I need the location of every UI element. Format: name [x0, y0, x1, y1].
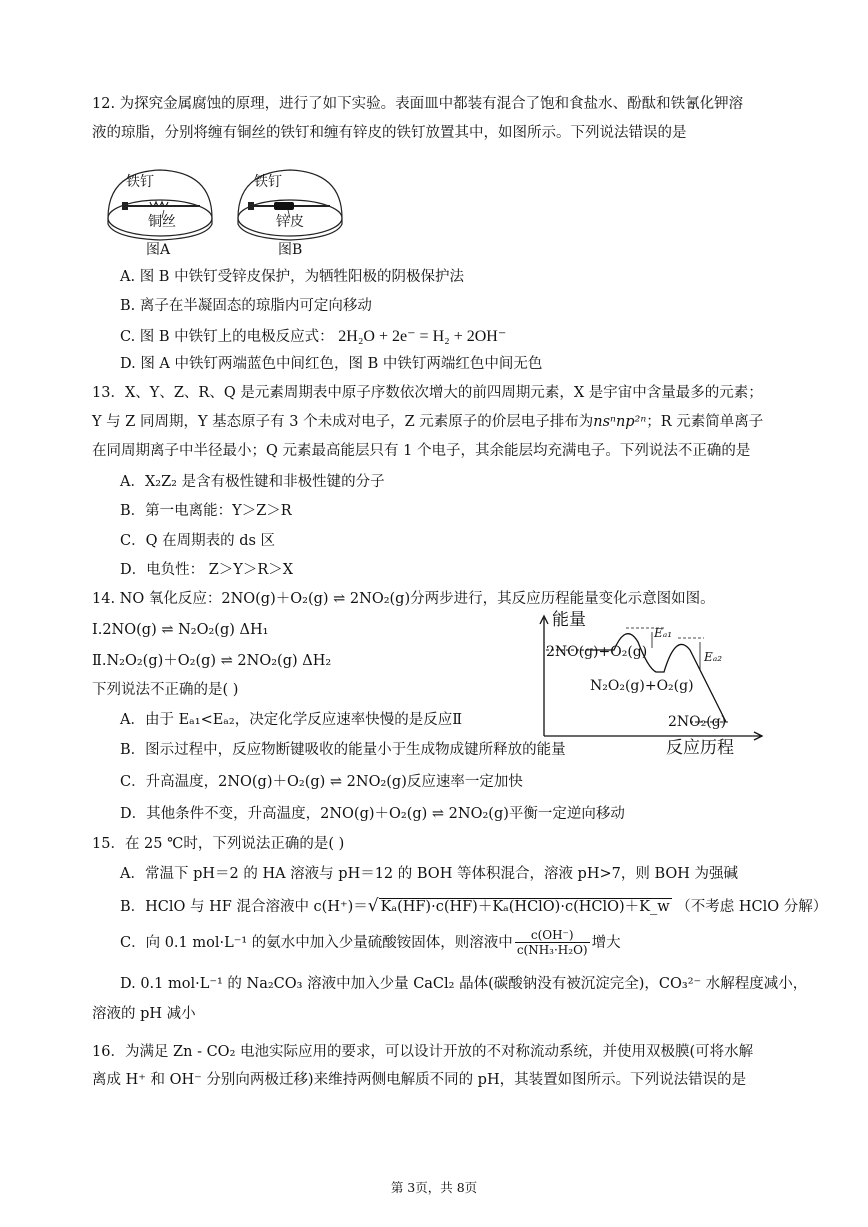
q14-step-1: Ⅰ.2NO(g) ⇌ N₂O₂(g) ΔH₁ [92, 622, 269, 638]
energy-level-intermediate: N₂O₂(g)+O₂(g) [590, 678, 694, 694]
figure-a-caption: 图A [146, 242, 171, 258]
figure-a [104, 158, 224, 268]
figure-b-zinc-label: 锌皮 [276, 214, 304, 230]
figure-b-nail-label: 铁钉 [254, 174, 282, 190]
page-number: 第 3页，共 8页 [390, 1180, 478, 1195]
q13-option-b: B．第一电离能：Y＞Z＞R [120, 503, 292, 519]
q12-option-d: D. 图 A 中铁钉两端蓝色中间红色，图 B 中铁钉两端红色中间无色 [120, 356, 543, 372]
energy-diagram-xlabel: 反应历程 [666, 738, 734, 758]
q15-stem: 15．在 25 ℃时，下列说法正确的是( ) [92, 836, 345, 852]
q16-stem-line1: 16．为满足 Zn - CO₂ 电池实际应用的要求，可以设计开放的不对称流动系统，并使用双极膜(可将水解 [92, 1044, 754, 1060]
q14-question: 下列说法不正确的是( ) [92, 682, 239, 698]
q12-option-a: A. 图 B 中铁钉受锌皮保护，为牺牲阳极的阴极保护法 [120, 269, 465, 285]
q15-option-a: A．常温下 pH＝2 的 HA 溶液与 pH＝12 的 BOH 等体积混合，溶液 pH>7，则 BOH 为强碱 [120, 866, 739, 882]
q13-option-c: C．Q 在周期表的 ds 区 [120, 533, 276, 549]
q13-option-d: D．电负性： Z＞Y＞R＞X [120, 562, 294, 578]
q15-option-c-numerator: c(OH⁻) [515, 928, 590, 943]
q16-stem-line2: 离成 H⁺ 和 OH⁻ 分别向两极迁移)来维持两侧电解质不同的 pH，其装置如图所示。下列说法错误的是 [92, 1072, 747, 1088]
q15-option-b-radical: Kₐ(HF)·c(HF)＋Kₐ(HClO)·c(HClO)＋K_w [380, 899, 670, 915]
q13-stem-line2-end: ；R 元素简单离子 [646, 414, 764, 430]
figure-a-nail-label: 铁钉 [126, 174, 154, 190]
q14-option-d: D．其他条件不变，升高温度，2NO(g)＋O₂(g) ⇌ 2NO₂(g)平衡一定逆向移动 [120, 806, 625, 822]
q13-stem-line2 [92, 414, 763, 431]
q13-electron-config: nsⁿnp²ⁿ [593, 414, 647, 430]
q13-stem-line3: 在同周期离子中半径最小；Q 元素最高能层只有 1 个电子，其余能层均充满电子。下列说法不正确的是 [92, 443, 751, 459]
q14-option-a: A．由于 Eₐ₁<Eₐ₂，决定化学反应速率快慢的是反应Ⅱ [120, 712, 463, 728]
q14-option-c: C．升高温度，2NO(g)＋O₂(g) ⇌ 2NO₂(g)反应速率一定加快 [120, 774, 523, 790]
energy-diagram-ylabel: 能量 [552, 610, 586, 630]
q15-option-d-line2: 溶液的 pH 减小 [92, 1006, 196, 1022]
q13-stem-line2-text: Y 与 Z 同周期，Y 基态原子有 3 个未成对电子，Z 元素原子的价层电子排布为 [92, 414, 594, 430]
q12-option-c-text: C. 图 B 中铁钉上的电极反应式： [120, 329, 334, 345]
figure-b [234, 158, 354, 268]
figure-a-wire-label: 铜丝 [148, 214, 176, 230]
q14-step-2: Ⅱ.N₂O₂(g)＋O₂(g) ⇌ 2NO₂(g) ΔH₂ [92, 653, 332, 669]
q14-stem-line1: 14. NO 氧化反应：2NO(g)＋O₂(g) ⇌ 2NO₂(g)分两步进行，其反应历程能量变化示意图如图。 [92, 591, 715, 607]
q15-option-c-fraction [515, 928, 590, 958]
q15-option-b-text: B．HClO 与 HF 混合溶液中 c(H⁺)＝ [120, 899, 368, 915]
q12-stem-line1: 12. 为探究金属腐蚀的原理，进行了如下实验。表面皿中都装有混合了饱和食盐水、酚酞和铁氰化钾溶 [92, 96, 744, 112]
q12-option-c-equation: 2H₂O + 2e⁻ = H₂ + 2OH⁻ [338, 328, 507, 345]
energy-level-reactants: 2NO(g)+O₂(g) [546, 644, 648, 660]
q12-stem-line2: 液的琼脂，分别将缠有铜丝的铁钉和缠有锌皮的铁钉放置其中，如图所示。下列说法错误的是 [92, 125, 687, 141]
figure-b-caption: 图B [278, 242, 303, 258]
activation-energy-1-label: Eₐ₁ [654, 626, 673, 640]
q13-option-a: A．X₂Z₂ 是含有极性键和非极性键的分子 [120, 474, 385, 490]
q15-option-c [120, 928, 621, 958]
q13-stem-line1: 13．X、Y、Z、R、Q 是元素周期表中原子序数依次增大的前四周期元素，X 是宇宙中含量最多的元素； [92, 385, 763, 401]
energy-diagram [534, 612, 784, 764]
activation-energy-2-label: Eₐ₂ [704, 650, 723, 664]
q15-option-c-text: C．向 0.1 mol·L⁻¹ 的氨水中加入少量硫酸铵固体，则溶液中 [120, 934, 513, 951]
q15-option-d-line1: D. 0.1 mol·L⁻¹ 的 Na₂CO₃ 溶液中加入少量 CaCl₂ 晶体(碳酸钠没有被沉淀完全)，CO₃²⁻ 水解程度减小， [120, 976, 808, 992]
q12-option-c [120, 327, 506, 346]
q15-option-c-end: 增大 [591, 934, 621, 951]
q15-option-b: B．HClO 与 HF 混合溶液中 c(H⁺)＝√ Kₐ(HF)·c(HF)＋Kₐ(HClO)·c(HClO)＋K_w （不考虑 HClO 分解） [120, 896, 828, 916]
q15-option-c-denominator: c(NH₃·H₂O) [516, 943, 588, 958]
q14-option-b: B．图示过程中，反应物断键吸收的能量小于生成物成键所释放的能量 [120, 742, 566, 758]
q15-option-b-note: （不考虑 HClO 分解） [676, 899, 828, 915]
energy-level-products: 2NO₂(g) [668, 714, 727, 730]
q12-option-b: B. 离子在半凝固态的琼脂内可定向移动 [120, 298, 372, 314]
